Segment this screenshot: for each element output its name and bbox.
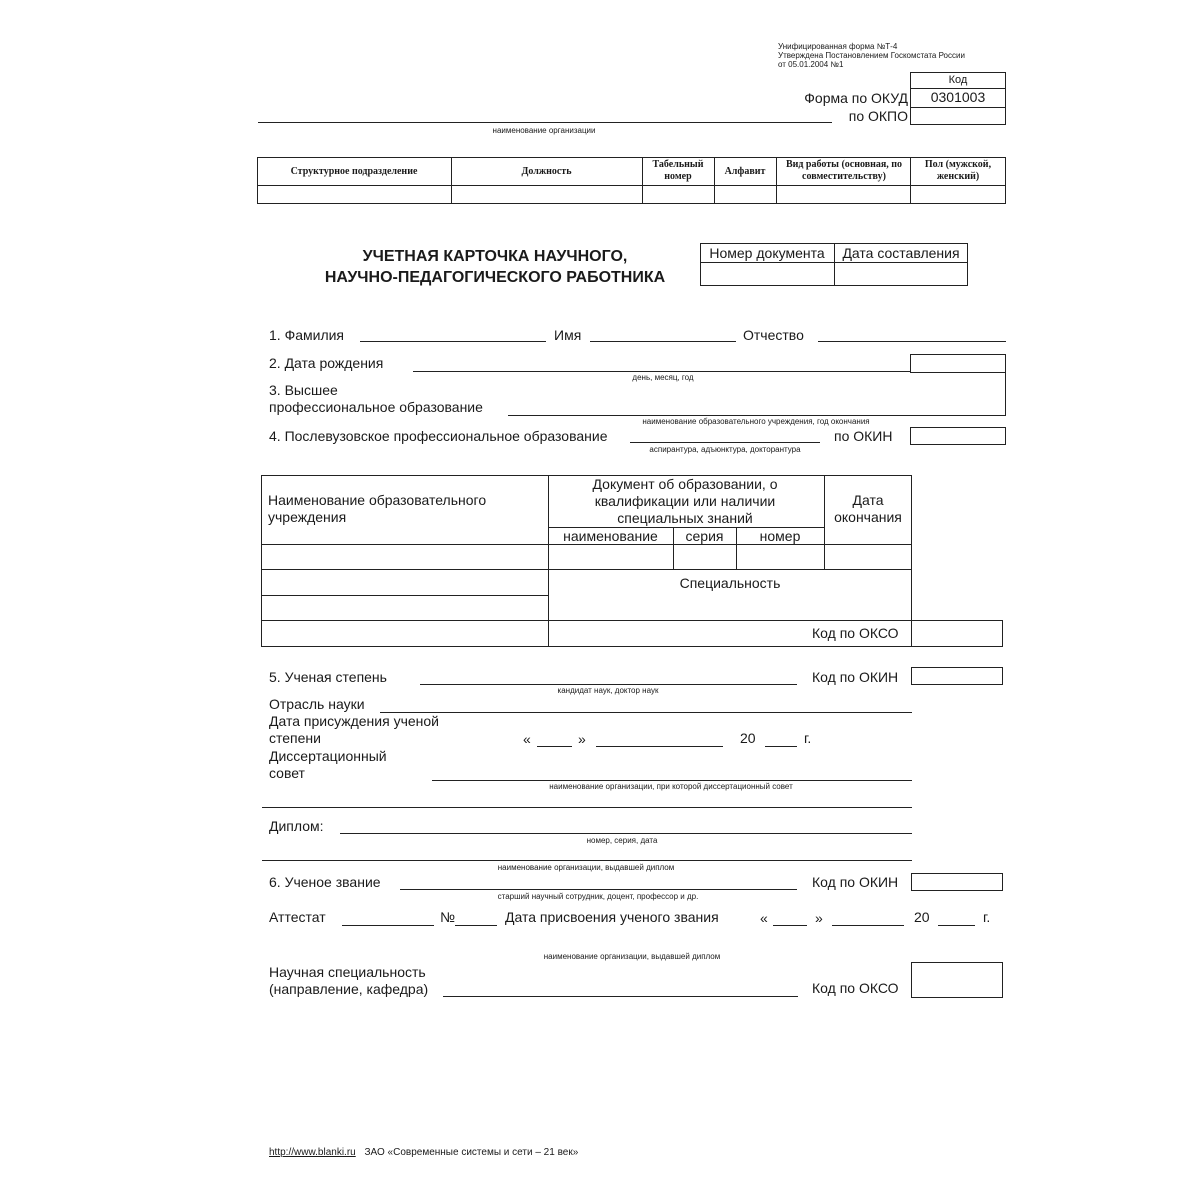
edu-specialty-field[interactable] — [549, 596, 911, 620]
degree-okin-label: Код по ОКИН — [812, 669, 899, 685]
diploma-caption: номер, серия, дата — [586, 836, 658, 845]
footer — [269, 1147, 578, 1158]
council-label-line1: Диссертационный — [269, 748, 387, 764]
diploma-label: Диплом: — [269, 818, 324, 834]
form-info-line3: от 05.01.2004 №1 — [778, 60, 844, 69]
specialty-okso-label: Код по ОКСО — [812, 980, 899, 996]
form-info-line2: Утверждена Постановлением Госкомстата России — [778, 51, 965, 60]
academic-title-label: 6. Ученое звание — [269, 874, 381, 890]
award-month-field[interactable] — [596, 746, 723, 747]
edu-okso-box[interactable] — [911, 620, 1003, 647]
certificate-field[interactable] — [342, 925, 434, 926]
assign-org-caption: наименование организации, выдавшей диплом — [543, 952, 721, 961]
doc-date-field[interactable] — [835, 263, 967, 285]
patronymic-label: Отчество — [743, 327, 804, 343]
award-quote-close: » — [578, 731, 586, 747]
edu-doc-name-field[interactable] — [549, 545, 672, 569]
degree-okin-box[interactable] — [911, 667, 1003, 685]
postgraduate-field[interactable] — [630, 442, 820, 443]
scientific-specialty-label-line2: (направление, кафедра) — [269, 981, 429, 997]
higher-education-caption: наименование образовательного учреждения, год окончания — [642, 417, 870, 426]
award-date-label-line1: Дата присуждения ученой — [269, 713, 439, 729]
award-year-prefix: 20 — [740, 730, 756, 746]
doc-number-field[interactable] — [701, 263, 833, 285]
doc-date-header: Дата составления — [842, 244, 960, 261]
assign-date-label: Дата присвоения ученого звания — [505, 909, 719, 925]
award-year-suffix: г. — [804, 730, 812, 746]
assign-quote-open: « — [760, 910, 768, 926]
postgraduate-okin-label: по ОКИН — [834, 428, 893, 444]
name-label: Имя — [554, 327, 582, 343]
page-title — [280, 246, 710, 288]
edu-date-field[interactable] — [825, 545, 911, 569]
assign-month-field[interactable] — [832, 925, 904, 926]
edu-doc-number-field[interactable] — [737, 545, 823, 569]
doc-number-header: Номер документа — [709, 244, 825, 261]
certificate-label: Аттестат — [269, 909, 326, 925]
cell-personnel-number[interactable] — [643, 186, 713, 203]
higher-education-label-line2: профессиональное образование — [269, 399, 483, 415]
footer-company: ЗАО «Современные системы и сети – 21 век» — [364, 1147, 579, 1158]
birth-code-box[interactable] — [910, 354, 1006, 373]
science-branch-field[interactable] — [380, 712, 912, 713]
award-year-field[interactable] — [765, 746, 797, 747]
academic-title-okin-box[interactable] — [911, 873, 1003, 891]
academic-title-caption: старший научный сотрудник, доцент, профессор и др. — [497, 892, 699, 901]
assign-year-prefix: 20 — [914, 909, 930, 925]
edu-sub-number: номер — [759, 527, 801, 544]
certificate-number-field[interactable] — [455, 925, 497, 926]
okpo-label: по ОКПО — [848, 108, 908, 124]
award-day-field[interactable] — [537, 746, 572, 747]
council-label-line2: совет — [269, 765, 305, 781]
assign-day-field[interactable] — [773, 925, 807, 926]
form-info-line1: Унифицированная форма №Т-4 — [778, 42, 898, 51]
edu-specialty-label: Специальность — [679, 574, 781, 591]
degree-caption: кандидат наук, доктор наук — [557, 686, 659, 695]
degree-label: 5. Ученая степень — [269, 669, 387, 685]
birth-date-label: 2. Дата рождения — [269, 355, 384, 371]
diploma-org-caption: наименование организации, выдавшей диплом — [497, 863, 675, 872]
th-department: Структурное подразделение — [290, 165, 418, 177]
specialty-okso-box[interactable] — [911, 962, 1003, 998]
okud-label: Форма по ОКУД — [804, 90, 908, 106]
edu-institution-field[interactable] — [262, 545, 547, 569]
science-branch-label: Отрасль науки — [269, 696, 365, 712]
certificate-num-sign: № — [440, 909, 456, 925]
cell-work-type[interactable] — [777, 186, 909, 203]
cell-position[interactable] — [452, 186, 641, 203]
assign-year-field[interactable] — [938, 925, 975, 926]
council-field[interactable] — [432, 780, 912, 781]
edu-col-document: Документ об образовании, о квалификации или наличии специальных знаний — [592, 475, 778, 526]
edu-sub-series: серия — [685, 527, 724, 544]
higher-education-label-line1: 3. Высшее — [269, 382, 338, 398]
assign-quote-close: » — [815, 910, 823, 926]
page-title-line2: НАУЧНО-ПЕДАГОГИЧЕСКОГО РАБОТНИКА — [324, 269, 666, 286]
th-work-type: Вид работы (основная, по совместительству) — [785, 159, 903, 182]
postgraduate-caption: аспирантура, адъюнктура, докторантура — [649, 445, 801, 454]
diploma-field[interactable] — [340, 833, 912, 834]
edu-sub-name: наименование — [563, 527, 658, 544]
scientific-specialty-field[interactable] — [443, 996, 798, 997]
award-quote-open: « — [523, 731, 531, 747]
postgraduate-okin-box[interactable] — [910, 427, 1006, 445]
okud-value[interactable]: 0301003 — [930, 89, 986, 105]
th-gender: Пол (мужской, женский) — [924, 159, 992, 182]
cell-gender[interactable] — [911, 186, 1005, 203]
council-field-2[interactable] — [262, 807, 912, 808]
assign-year-suffix: г. — [983, 909, 991, 925]
edu-doc-series-field[interactable] — [674, 545, 735, 569]
organization-field[interactable] — [258, 122, 832, 123]
birth-date-caption: день, месяц, год — [632, 373, 694, 382]
higher-education-field[interactable] — [508, 415, 1006, 416]
postgraduate-label: 4. Послевузовское профессиональное образование — [269, 428, 608, 444]
degree-field[interactable] — [420, 684, 797, 685]
edu-col-date: Дата окончания — [834, 492, 902, 525]
edu-okso-label: Код по ОКСО — [812, 625, 899, 641]
th-position: Должность — [521, 165, 572, 177]
academic-title-okin-label: Код по ОКИН — [812, 874, 899, 890]
cell-department[interactable] — [258, 186, 450, 203]
academic-title-field[interactable] — [400, 889, 797, 890]
surname-field[interactable] — [360, 341, 546, 342]
edu-col-institution: Наименование образовательного учреждения — [268, 492, 487, 525]
birth-date-field[interactable] — [413, 371, 910, 372]
diploma-org-field[interactable] — [262, 860, 912, 861]
okpo-value-field[interactable] — [911, 108, 1005, 124]
footer-url-link[interactable]: http://www.blanki.ru — [269, 1147, 356, 1158]
name-field[interactable] — [590, 341, 736, 342]
award-date-label-line2: степени — [269, 730, 321, 746]
cell-alphabet[interactable] — [715, 186, 775, 203]
page-title-line1: УЧЕТНАЯ КАРТОЧКА НАУЧНОГО, — [362, 248, 628, 265]
scientific-specialty-label-line1: Научная специальность — [269, 964, 426, 980]
th-personnel-number: Табельный номер — [652, 159, 704, 182]
council-caption: наименование организации, при которой диссертационный совет — [549, 782, 793, 791]
organization-caption: наименование организации — [492, 126, 596, 135]
form-info — [778, 42, 965, 69]
surname-label: 1. Фамилия — [269, 327, 345, 343]
patronymic-field[interactable] — [818, 341, 1006, 342]
code-header: Код — [948, 74, 968, 86]
th-alphabet: Алфавит — [724, 165, 766, 177]
